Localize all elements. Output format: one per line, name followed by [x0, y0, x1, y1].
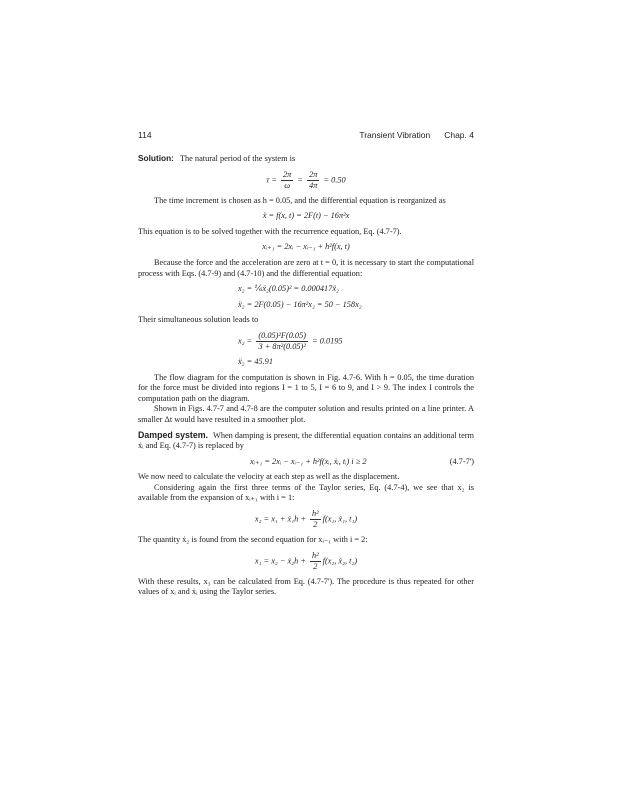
damped-system-heading: Damped system. [138, 429, 208, 440]
equation-solution-2: ẍ₂ = 45.91 [238, 356, 273, 366]
equation-x2: x₂ = ⅙ẍ₂(0.05)² = 0.000417ẍ₂ [238, 284, 339, 294]
paragraph: This equation is to be solved together with the recurrence equation, Eq. (4.7-7). [138, 226, 402, 236]
equation-solution: x₂ = $\frac{\text{(0.05)²F(0.05)}}{\text{3 + 8π²(0.05)²}}$ = 0.0195 [238, 330, 343, 351]
section-title: Transient Vibration [359, 130, 431, 140]
page-body [138, 153, 474, 598]
chapter-label: Chap. 4 [444, 130, 474, 140]
equation-taylor-2: x₁ = x₂ − ẋ₂h + $\frac{\text{h²}}{2}$ f(x₂, ẋ₂, t₂) [254, 550, 358, 571]
paragraph: The quantity ẋ₂ is found from the second equation for xᵢ₋₁ with i = 2: [138, 535, 368, 545]
paragraph: We now need to calculate the velocity at each step as well as the displacement. [138, 472, 400, 482]
equation-reorganized: ẍ = f(x, t) = 2F(t) − 16π²x [262, 211, 350, 221]
equation-taylor-1: x₂ = x₁ + ẋ₁h + $\frac{\text{h²}}{2}$ f(x₁, ẋ₁, t₁) [254, 509, 358, 530]
running-title [345, 130, 474, 140]
page-number: 114 [138, 130, 152, 140]
solution-label: Solution: [138, 153, 174, 163]
equation-recurrence: xᵢ₊₁ = 2xᵢ − xᵢ₋₁ + h²f(x, t) [262, 242, 350, 252]
equation-number: (4.7-7') [449, 456, 474, 466]
damped-system-paragraph: Damped system. When damping is present, the differential equation contains an additional term ẋᵢ and Eq. (4.7-7) is replaced by [138, 429, 474, 451]
paragraph: Shown in Figs. 4.7-7 and 4.7-8 are the computer solution and results printed on a line printer. A smaller Δt would have resulted in a smoother plot. [138, 404, 474, 424]
paragraph: Because the force and the acceleration are zero at t = 0, it is necessary to start the computational process with Eqs. (4.7-9) and (4.7-10) and the differential equation: [138, 257, 474, 278]
equation-damped: xᵢ₊₁ = 2xᵢ − xᵢ₋₁ + h²f(xᵢ, ẋᵢ, tᵢ) i ≥ 2 (4.7-7') [250, 456, 474, 466]
equation-period: τ = $\frac{2\pi}{\omega}$ = $\frac{2\pi}{4\pi}$ = 0.50 [266, 169, 346, 190]
paragraph: The flow diagram for the computation is shown in Fig. 4.7-6. With h = 0.05, the time duration for the force must be divided into regions I = 1 to 5, I = 6 to 9, and I > 9. The index I controls the computation path on the diagram. [138, 372, 474, 403]
paragraph: The time increment is chosen as h = 0.05, and the differential equation is reorganized as [154, 195, 446, 205]
solution-intro: Solution: The natural period of the system is [138, 153, 296, 163]
paragraph: Their simultaneous solution leads to [138, 315, 259, 325]
running-header [138, 130, 474, 144]
paragraph: With these results, x₃ can be calculated from Eq. (4.7-7'). The procedure is thus repeated for other values of xᵢ and ẋᵢ using the Taylor series. [138, 576, 474, 597]
paragraph: Considering again the first three terms of the Taylor series, Eq. (4.7-4), we see that x₂ is available from the expansion of xᵢ₊₁ with i = 1: [138, 482, 474, 503]
equation-xdd2: ẍ₂ = 2F(0.05) − 16π²x₂ = 50 − 158x₂ [238, 299, 362, 309]
